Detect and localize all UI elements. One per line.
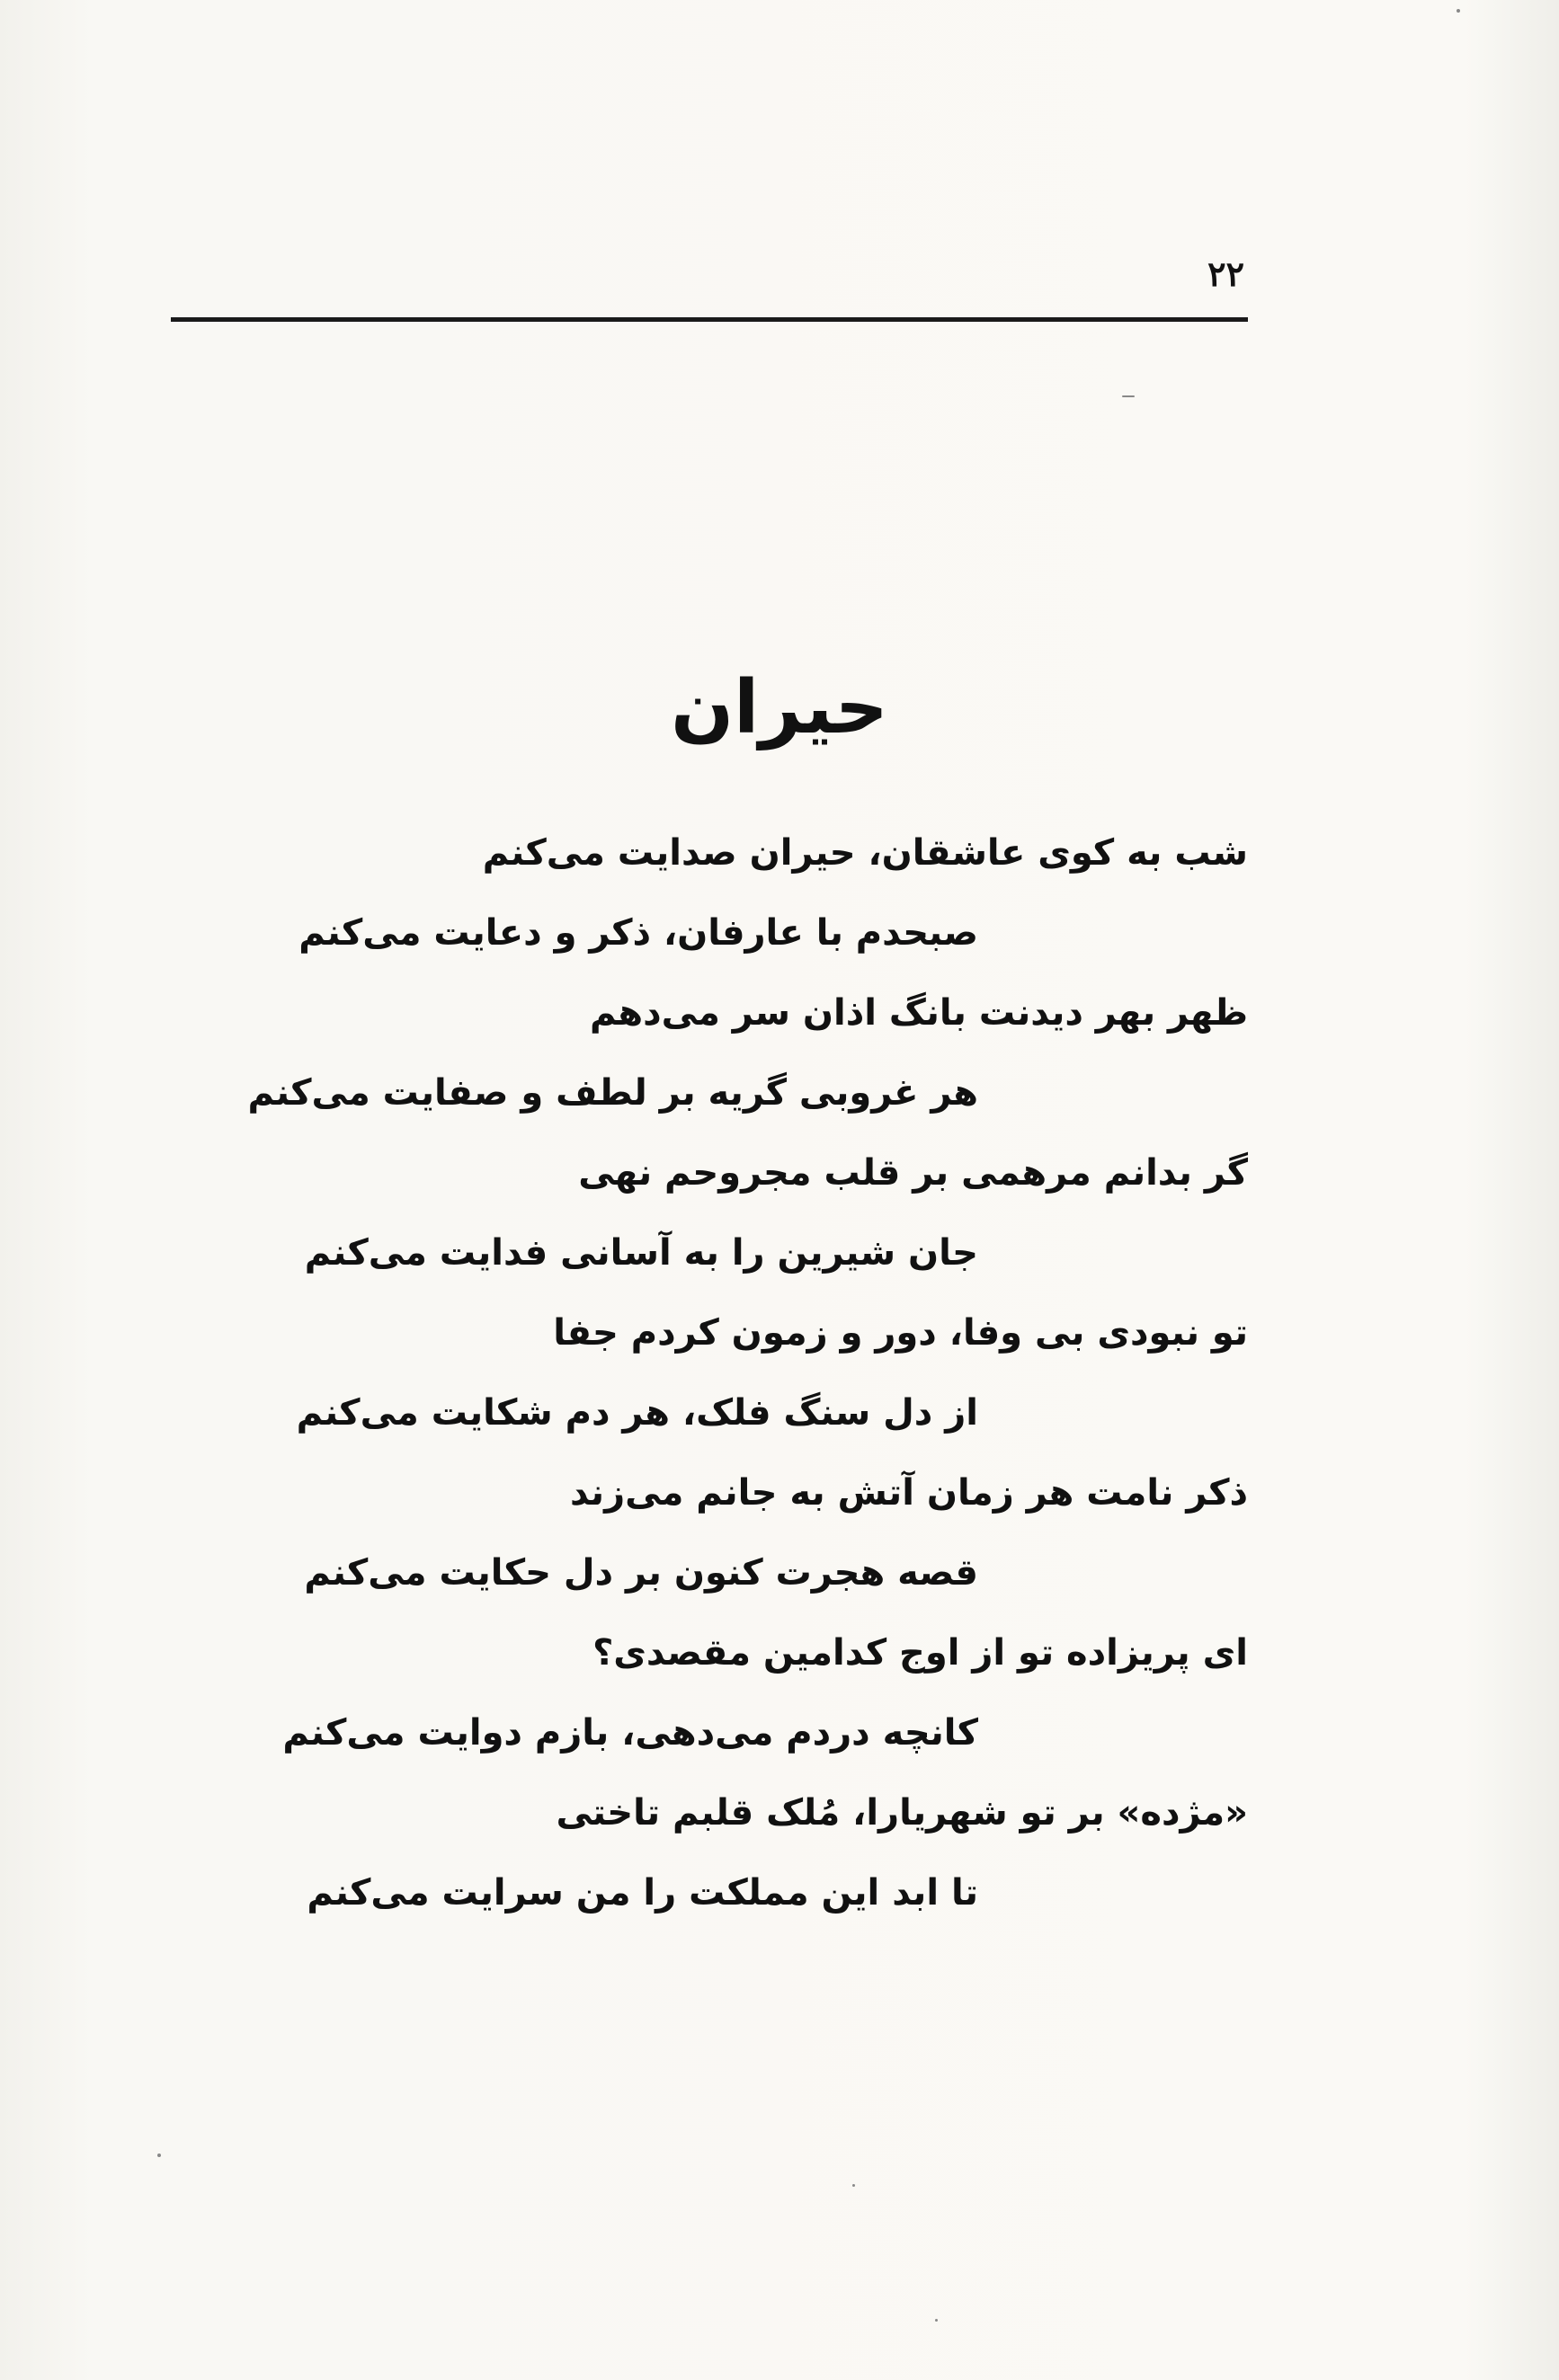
poem-line: قصه هجرت کنون بر دل حکایت می‌کنم bbox=[304, 1552, 978, 1594]
header-rule bbox=[171, 317, 1248, 322]
poem-line: جان شیرین را به آسانی فدایت می‌کنم bbox=[304, 1232, 978, 1274]
poem-line: تو نبودی بی وفا، دور و زمون کردم جفا bbox=[553, 1312, 1248, 1354]
poem-line: کانچه دردم می‌دهی، بازم دوایت می‌کنم bbox=[282, 1712, 978, 1754]
page-number: ۲۲ bbox=[1207, 253, 1244, 294]
poem-line: شب به کوی عاشقان، حیران صدایت می‌کنم bbox=[482, 832, 1248, 874]
paper-speck bbox=[852, 2184, 855, 2187]
poem-line: از دل سنگ فلک، هر دم شکایت می‌کنم bbox=[296, 1392, 978, 1434]
poem-line: ذکر نامت هر زمان آتش به جانم می‌زند bbox=[569, 1472, 1248, 1514]
paper-speck bbox=[157, 2154, 161, 2157]
poem-line: گر بدانم مرهمی بر قلب مجروحم نهی bbox=[578, 1152, 1248, 1194]
poem-body bbox=[171, 813, 1248, 1933]
poem-line: ای پریزاده تو از اوج کدامین مقصدی؟ bbox=[592, 1632, 1248, 1674]
poem-line: تا ابد این مملکت را من سرایت می‌کنم bbox=[307, 1872, 978, 1914]
poem-line: هر غروبی گریه بر لطف و صفایت می‌کنم bbox=[247, 1072, 978, 1114]
paper-speck bbox=[935, 2319, 938, 2322]
poem-line: صبحدم با عارفان، ذکر و دعایت می‌کنم bbox=[298, 912, 978, 954]
poem-line: «مژده» بر تو شهریارا، مُلک قلبم تاختی bbox=[556, 1792, 1248, 1834]
paper-speck bbox=[1457, 9, 1460, 13]
paper-speck bbox=[1122, 395, 1135, 397]
poem-title: حیران bbox=[671, 665, 888, 750]
poem-line: ظهر بهر دیدنت بانگ اذان سر می‌دهم bbox=[589, 992, 1248, 1034]
